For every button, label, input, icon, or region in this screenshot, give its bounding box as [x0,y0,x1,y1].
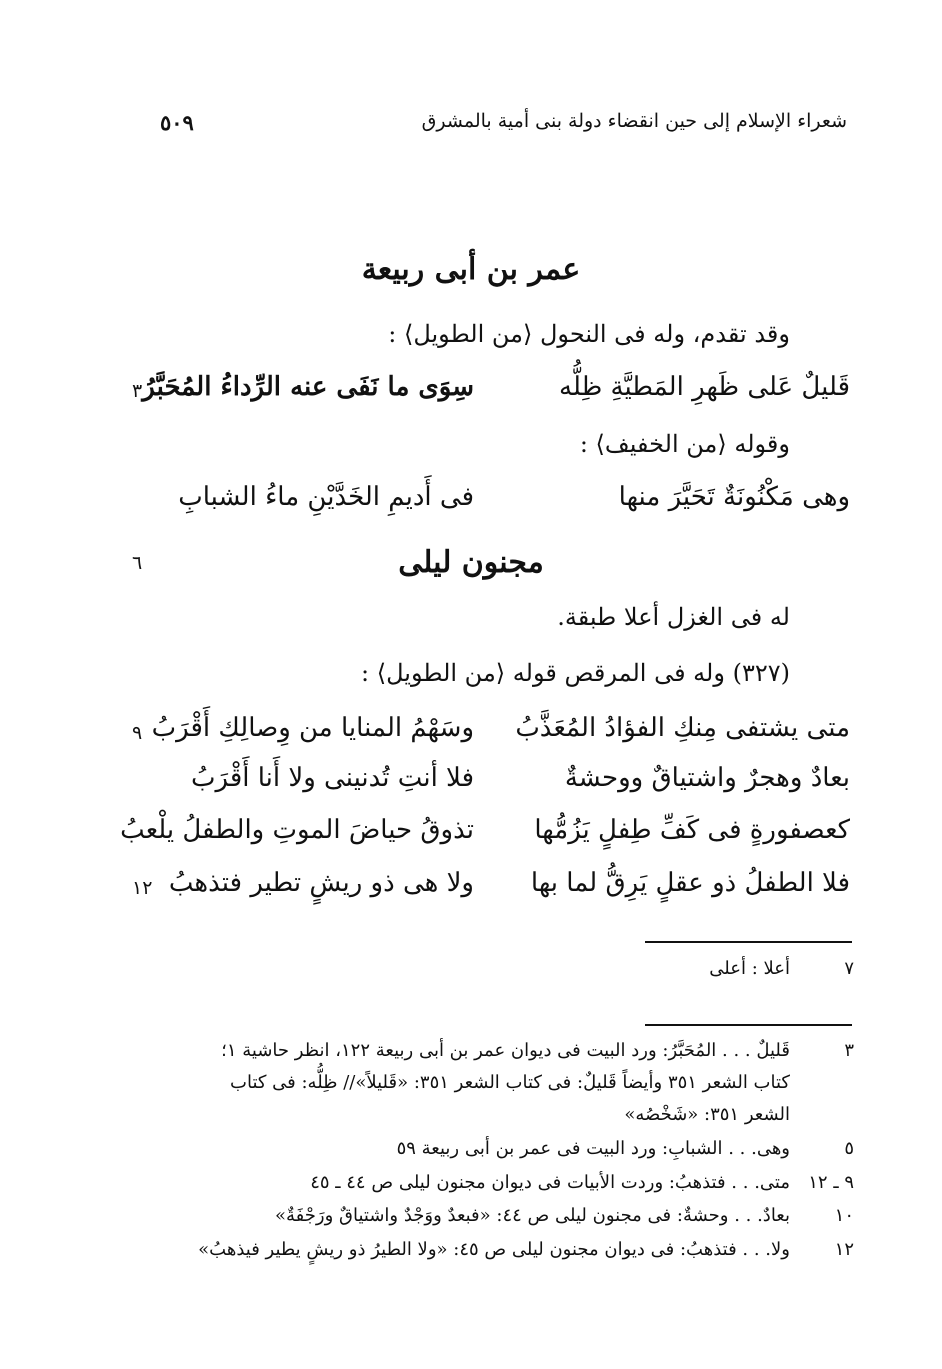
verse-hemistich-right: متى يشتفى مِنكِ الفؤادُ المُعَذَّبُ [515,713,850,743]
footnote-number: ٩ ـ ١٢ [808,1172,854,1193]
footnote-line: كتاب الشعر ٣٥١ وأيضاً قَليلٌ: فى كتاب الشعر ٣٥١: «قَليلاً»// ظِلُّه: فى كتاب [230,1072,790,1093]
apparatus-line-number: ٧ [844,958,854,979]
footnote-number: ١٠ [834,1205,854,1226]
line-number: ٣ [132,380,143,402]
footnote-line: متى. . . فتذهبُ: وردت الأبيات فى ديوان مجنون ليلى ص ٤٤ ـ ٤٥ [310,1172,790,1193]
verse-hemistich-right: وهى مَكْنُونَةٌ تَحَيَّرَ منها [618,482,850,512]
section-heading-majnun: مجنون ليلى [398,545,544,580]
section-intro: وقد تقدم، وله فى النحول ⟨من الطويل⟩ : [388,320,790,348]
footnote-line: ولا. . . فتذهبُ: فى ديوان مجنون ليلى ص ٤٥: «ولا الطيرُ ذو ريشٍ يطير فيذهبُ» [198,1239,790,1260]
verse-hemistich-left: وسَهْمُ المنايا من وِصالِكِ أَقْرَبُ [151,713,474,743]
verse-hemistich-right: بعادٌ وهجرٌ واشتياقٌ ووحشةٌ [564,763,850,793]
verse-hemistich-left: فلا أنتِ تُدنينى ولا أَنا أَقْرَبُ [191,763,474,793]
line-number: ١٢ [132,877,153,899]
line-number: ٩ [132,722,143,744]
apparatus-note: أعلا : أعلى [709,958,790,979]
running-header: شعراء الإسلام إلى حين انقضاء دولة بنى أمية بالمشرق [421,110,847,132]
footnote-number: ١٢ [834,1239,854,1260]
footnotes-rule [645,1024,852,1026]
page-number: ٥٠٩ [160,110,194,135]
footnote-line: الشعر ٣٥١: «شَخْصُه» [624,1104,790,1125]
section-heading-umar: عمر بن أبى ربيعة [361,252,581,287]
footnote-line: وهى. . . الشبابِ: ورد البيت فى عمر بن أبى ربيعة ٥٩ [396,1138,790,1159]
section-intro: له فى الغزل أعلا طبقة. [557,603,790,631]
verse-hemistich-left: سِوَى ما نَفَى عنه الرِّداءُ المُحَبَّرُ [142,372,474,402]
verse-hemistich-right: قَليلٌ عَلى ظَهرِ المَطيَّةِ ظِلُّه [559,372,850,402]
verse-hemistich-right: كعصفورةٍ فى كَفِّ طِفلٍ يَزُمُّها [534,815,850,845]
verse-hemistich-left: تذوقُ حياضَ الموتِ والطفلُ يلْعبُ [120,815,474,845]
footnote-number: ٣ [844,1040,854,1061]
footnote-line: قَليلٌ . . . المُحَبَّرُ: ورد البيت فى ديوان عمر بن أبى ربيعة ١٢٢، انظر حاشية ١؛ [221,1040,790,1061]
verse-hemistich-left: فى أَديمِ الخَدَّيْنِ ماءُ الشبابِ [178,482,474,512]
verse-hemistich-right: فلا الطفلُ ذو عقلٍ يَرِقُّ لما بها [530,868,850,898]
verse-hemistich-left: ولا هى ذو ريشٍ تطير فتذهبُ [168,868,474,898]
footnote-number: ٥ [844,1138,854,1159]
section-intro-2: وقوله ⟨من الخفيف⟩ : [579,430,790,458]
apparatus-rule [645,941,852,943]
section-intro-2: (٣٢٧) وله فى المرقص قوله ⟨من الطويل⟩ : [361,659,790,687]
line-number: ٦ [132,552,143,574]
footnote-line: بعادٌ. . . وحشةٌ: فى مجنون ليلى ص ٤٤: «فبعدٌ ووَجْدٌ واشتياقٌ ورَجْفَةٌ» [275,1205,790,1226]
